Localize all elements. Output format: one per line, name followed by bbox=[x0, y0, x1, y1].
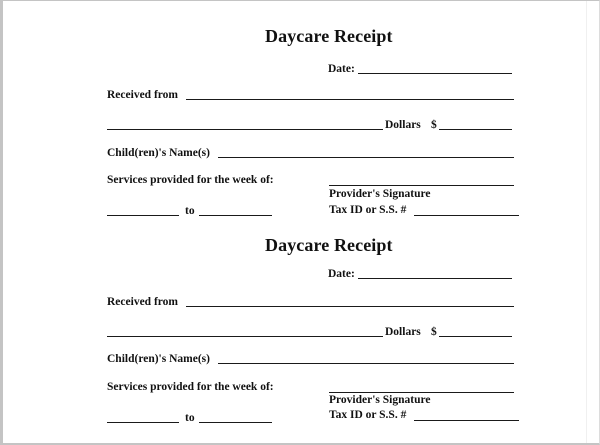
receipt-title: Daycare Receipt bbox=[265, 26, 393, 46]
signature-field[interactable] bbox=[329, 185, 514, 186]
dollars-label: Dollars bbox=[385, 326, 421, 338]
week-start-field[interactable] bbox=[107, 422, 179, 423]
date-label: Date: bbox=[328, 63, 355, 75]
week-end-field[interactable] bbox=[199, 422, 272, 423]
amount-words-field[interactable] bbox=[107, 129, 383, 130]
received-from-label: Received from bbox=[107, 296, 178, 308]
tax-id-label: Tax ID or S.S. # bbox=[329, 204, 407, 216]
date-field[interactable] bbox=[358, 278, 512, 279]
date-label: Date: bbox=[328, 268, 355, 280]
signature-label: Provider's Signature bbox=[329, 188, 431, 200]
signature-label: Provider's Signature bbox=[329, 394, 431, 406]
amount-field[interactable] bbox=[439, 336, 512, 337]
dollar-sign: $ bbox=[431, 326, 437, 338]
dollars-label: Dollars bbox=[385, 119, 421, 131]
received-from-field[interactable] bbox=[186, 306, 514, 307]
tax-id-field[interactable] bbox=[414, 420, 519, 421]
services-week-label: Services provided for the week of: bbox=[107, 381, 274, 393]
children-names-field[interactable] bbox=[218, 363, 514, 364]
receipt-title: Daycare Receipt bbox=[265, 235, 393, 255]
received-from-field[interactable] bbox=[186, 99, 514, 100]
to-label: to bbox=[185, 412, 195, 424]
to-label: to bbox=[185, 205, 195, 217]
receipt-1 bbox=[3, 1, 600, 217]
amount-words-field[interactable] bbox=[107, 336, 383, 337]
children-names-label: Child(ren)'s Name(s) bbox=[107, 353, 210, 365]
children-names-label: Child(ren)'s Name(s) bbox=[107, 147, 210, 159]
tax-id-label: Tax ID or S.S. # bbox=[329, 409, 407, 421]
receipt-2 bbox=[3, 210, 600, 424]
date-field[interactable] bbox=[358, 73, 512, 74]
amount-field[interactable] bbox=[439, 129, 512, 130]
dollar-sign: $ bbox=[431, 119, 437, 131]
signature-field[interactable] bbox=[329, 392, 514, 393]
services-week-label: Services provided for the week of: bbox=[107, 174, 274, 186]
children-names-field[interactable] bbox=[218, 157, 514, 158]
received-from-label: Received from bbox=[107, 89, 178, 101]
